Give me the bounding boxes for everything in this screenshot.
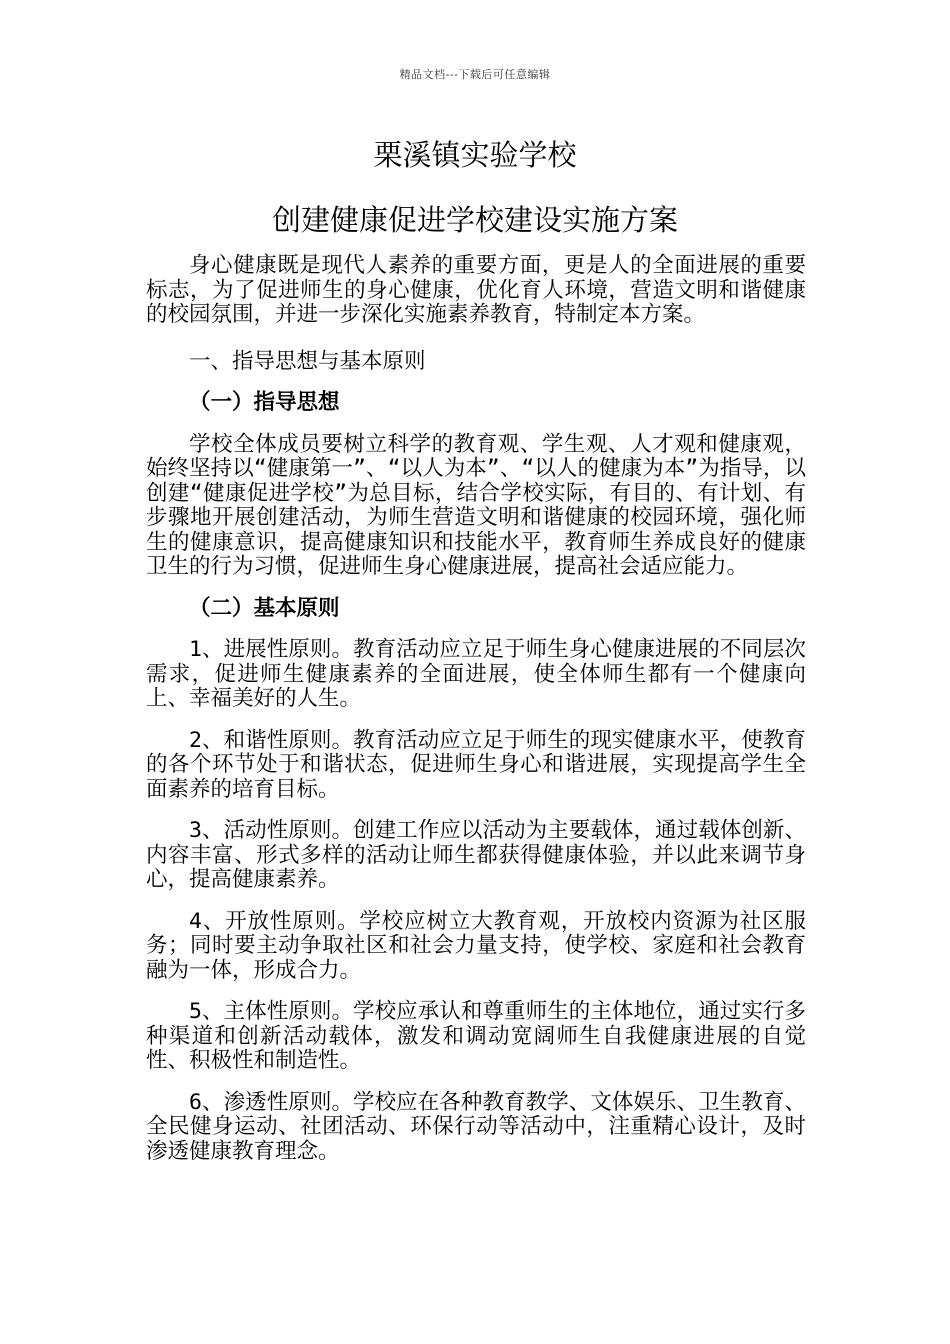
document-title-school: 栗溪镇实验学校 [373,138,577,172]
guiding-thought-paragraph: 学校全体成员要树立科学的教育观、学生观、人才观和健康观，始终坚持以“健康第一”、“以人为本”、“以人的健康为本”为指导，以创建“健康促进学校”为总目标，结合学校实际，有目的、有计划、有步骤地开展创建活动，为师生营造文明和谐健康的校园环境，强化师生的健康意识，提高健康知识和技能水平，教育师生养成良好的健康卫生的行为习惯，促进师生身心健康进展，提高社会适应能力。 [146,431,806,579]
principle-paragraph: 6、渗透性原则。学校应在各种教育教学、文体娱乐、卫生教育、全民健身运动、社团活动、环保行动等活动中，注重精心设计，及时渗透健康教育理念。 [146,1089,806,1164]
principle-paragraph: 2、和谐性原则。教育活动应立足于师生的现实健康水平，使教育的各个环节处于和谐状态，促进师生身心和谐进展，实现提高学生全面素养的培育目标。 [146,727,806,802]
principle-paragraph: 4、开放性原则。学校应树立大教育观，开放校内资源为社区服务；同时要主动争取社区和社会力量支持，使学校、家庭和社会教育融为一体，形成合力。 [146,908,806,983]
principle-paragraph: 3、活动性原则。创建工作应以活动为主要载体，通过载体创新、内容丰富、形式多样的活动让师生都获得健康体验，并以此来调节身心，提高健康素养。 [146,818,806,892]
principle-paragraph: 1、进展性原则。教育活动应立足于师生身心健康进展的不同层次需求，促进师生健康素养的全面进展，使全体师生都有一个健康向上、幸福美好的人生。 [146,637,806,711]
header-note: 精品文档---下载后可任意编辑 [399,68,551,81]
section-heading-1: 一、指导思想与基本原则 [189,348,426,374]
sub-heading-guiding-thought: （一）指导思想 [189,390,340,415]
document-body [146,254,806,1164]
intro-paragraph: 身心健康既是现代人素养的重要方面，更是人的全面进展的重要标志，为了促进师生的身心健康，优化育人环境，营造文明和谐健康的校园氛围，并进一步深化实施素养教育，特制定本方案。 [146,253,806,327]
document-title-plan: 创建健康促进学校建设实施方案 [271,203,678,237]
sub-heading-basic-principles: （二）基本原则 [189,595,340,621]
principle-paragraph: 5、主体性原则。学校应承认和尊重师生的主体地位，通过实行多种渠道和创新活动载体，激发和调动宽阔师生自我健康进展的自觉性、积极性和制造性。 [146,999,806,1073]
